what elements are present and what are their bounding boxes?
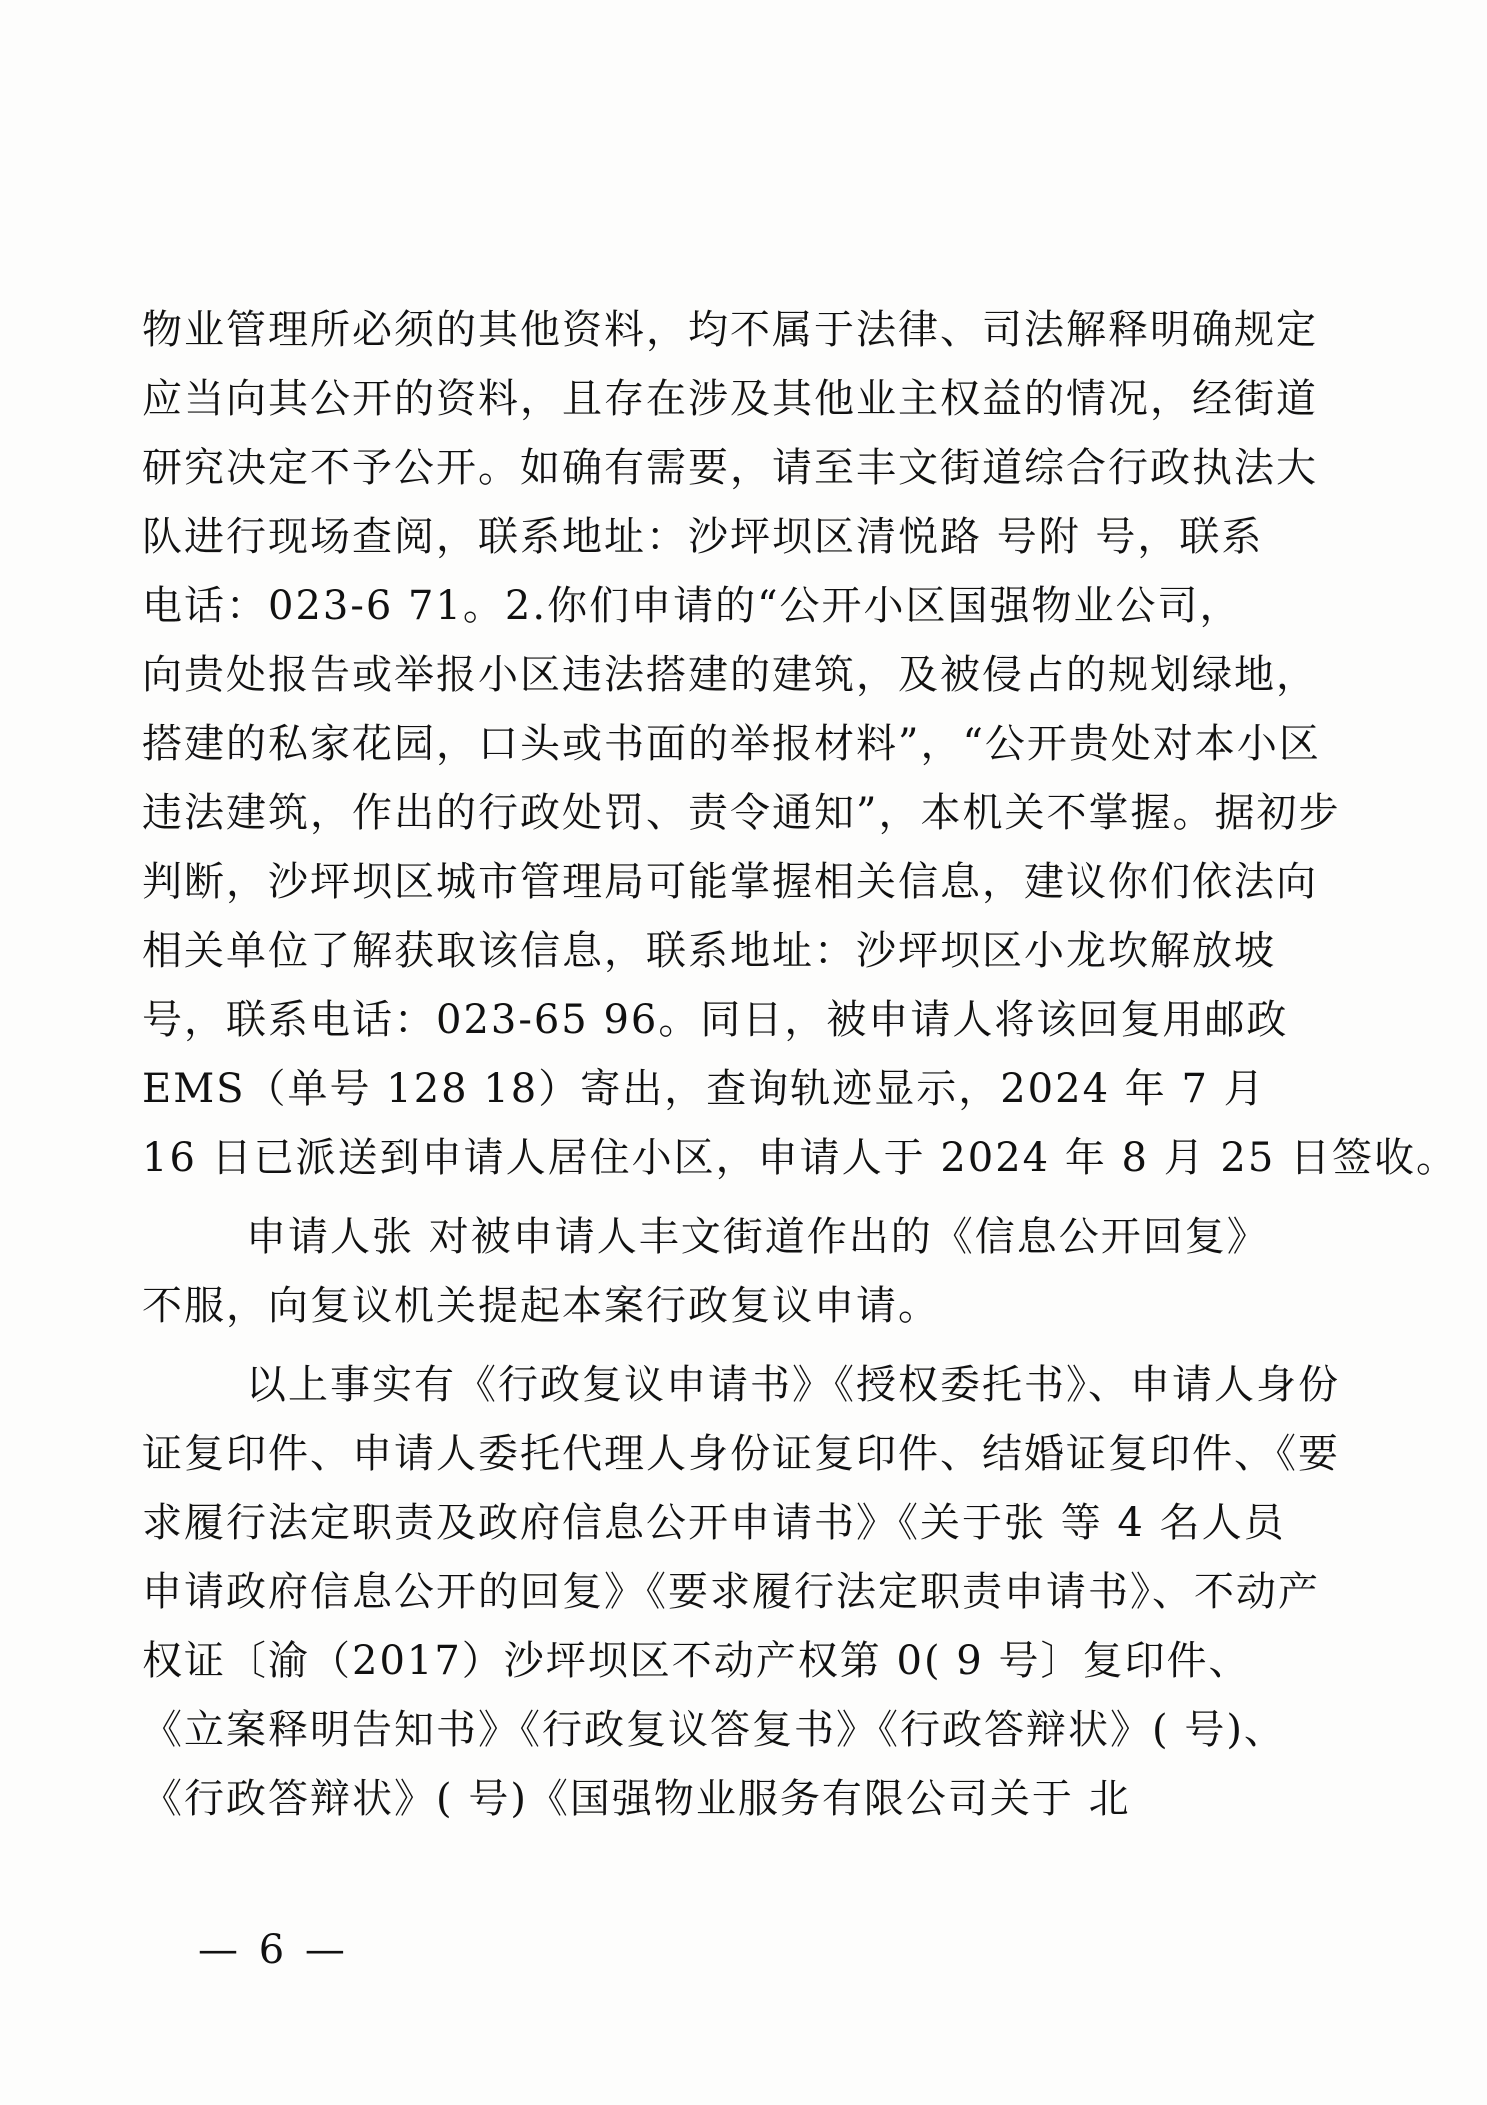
text-line: 研究决定不予公开。如确有需要，请至丰文街道综合行政执法大 xyxy=(142,445,1318,491)
page-number: — 6 — xyxy=(198,1927,349,1973)
paragraph-start-line: 申请人张 对被申请人丰文街道作出的《信息公开回复》 xyxy=(246,1214,1269,1260)
text-line: 《立案释明告知书》《行政复议答复书》《行政答辩状》( 号)、 xyxy=(142,1707,1286,1753)
text-line: 申请政府信息公开的回复》《要求履行法定职责申请书》、不动产 xyxy=(142,1569,1320,1615)
text-line: 权证〔渝（2017）沙坪坝区不动产权第 0( 9 号〕复印件、 xyxy=(142,1638,1251,1684)
text-line: 求履行法定职责及政府信息公开申请书》《关于张 等 4 名人员 xyxy=(142,1500,1286,1546)
text-line: 号，联系电话：023-65 96。同日，被申请人将该回复用邮政 xyxy=(142,997,1289,1043)
text-line: 向贵处报告或举报小区违法搭建的建筑，及被侵占的规划绿地， xyxy=(142,652,1318,698)
text-line: 违法建筑，作出的行政处罚、责令通知”，本机关不掌握。据初步 xyxy=(142,790,1341,836)
body-text xyxy=(142,296,1459,1834)
paragraph-start-line: 以上事实有《行政复议申请书》《授权委托书》、申请人身份 xyxy=(246,1362,1340,1408)
text-line: 搭建的私家花园，口头或书面的举报材料”，“公开贵处对本小区 xyxy=(142,721,1321,767)
text-line: EMS（单号 128 18）寄出，查询轨迹显示，2024 年 7 月 xyxy=(142,1066,1266,1112)
text-line: 16 日已派送到申请人居住小区，申请人于 2024 年 8 月 25 日签收。 xyxy=(142,1135,1459,1181)
text-line: 判断，沙坪坝区城市管理局可能掌握相关信息，建议你们依法向 xyxy=(142,859,1318,905)
text-line: 物业管理所必须的其他资料，均不属于法律、司法解释明确规定 xyxy=(142,307,1318,353)
text-line: 应当向其公开的资料，且存在涉及其他业主权益的情况，经街道 xyxy=(142,376,1318,422)
text-line: 证复印件、申请人委托代理人身份证复印件、结婚证复印件、《要 xyxy=(142,1431,1340,1477)
text-line: 队进行现场查阅，联系地址：沙坪坝区清悦路 号附 号，联系 xyxy=(142,514,1264,560)
text-line: 《行政答辩状》( 号)《国强物业服务有限公司关于 北 xyxy=(142,1776,1131,1822)
text-line: 相关单位了解获取该信息，联系地址：沙坪坝区小龙坎解放坡 xyxy=(142,928,1276,974)
text-line: 电话：023-6 71。2.你们申请的“公开小区国强物业公司， xyxy=(142,583,1242,629)
text-line: 不服，向复议机关提起本案行政复议申请。 xyxy=(142,1283,940,1329)
